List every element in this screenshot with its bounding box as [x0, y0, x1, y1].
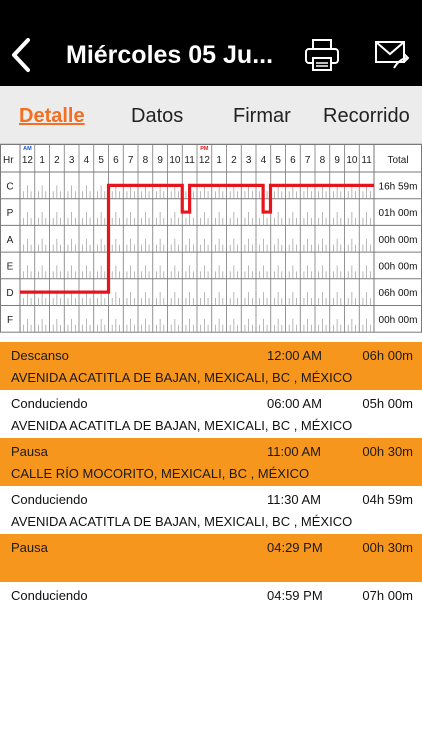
- event-row[interactable]: [0, 390, 422, 438]
- hour-tick-label: 10: [169, 155, 181, 166]
- event-row[interactable]: [0, 534, 422, 582]
- event-status: Conduciendo: [11, 588, 88, 603]
- hour-tick-label: 8: [319, 155, 326, 166]
- am-marker: AM: [23, 146, 32, 152]
- event-row[interactable]: [0, 342, 422, 390]
- row-code-label: C: [6, 181, 14, 193]
- hour-tick-label: 12: [21, 155, 33, 166]
- event-start-time: 12:00 AM: [267, 348, 322, 363]
- hour-tick-label: 4: [260, 155, 267, 166]
- printer-icon[interactable]: [304, 38, 340, 72]
- event-start-time: 04:59 PM: [267, 588, 323, 603]
- row-code-label: E: [6, 261, 14, 273]
- mail-send-icon[interactable]: [374, 38, 410, 72]
- tab-detalle[interactable]: Detalle: [19, 105, 85, 127]
- page-title: Miércoles 05 Ju...: [66, 41, 274, 69]
- event-row[interactable]: [0, 438, 422, 486]
- hour-axis-label: Hr: [3, 155, 14, 166]
- event-duration: 06h 00m: [362, 348, 413, 363]
- event-status: Pausa: [11, 540, 48, 555]
- row-code-label: A: [6, 234, 14, 246]
- hour-tick-label: 1: [39, 155, 45, 166]
- event-start-time: 11:30 AM: [267, 492, 321, 507]
- event-status: Conduciendo: [11, 492, 88, 507]
- hour-tick-label: 10: [346, 155, 358, 166]
- hour-tick-label: 3: [245, 155, 252, 166]
- row-total-value: 16h 59m: [378, 181, 418, 193]
- total-column-header: Total: [387, 155, 409, 166]
- tab-firmar[interactable]: Firmar: [233, 105, 291, 127]
- row-code-label: F: [6, 314, 14, 326]
- event-address: CALLE RÍO MOCORITO, MEXICALI, BC , MÉXICO: [11, 466, 310, 481]
- hour-tick-label: 11: [361, 155, 372, 166]
- event-row[interactable]: [0, 486, 422, 534]
- log-grid-svg: [0, 144, 422, 334]
- row-total-value: 00h 00m: [378, 314, 418, 326]
- event-status: Pausa: [11, 444, 48, 459]
- event-start-time: 06:00 AM: [267, 396, 322, 411]
- hour-tick-label: 12: [198, 155, 210, 166]
- event-duration: 07h 00m: [362, 588, 413, 603]
- tab-recorrido[interactable]: Recorrido: [323, 105, 410, 127]
- row-total-value: 00h 00m: [378, 234, 418, 246]
- event-duration: 00h 30m: [362, 540, 413, 555]
- hour-tick-label: 6: [290, 155, 296, 166]
- hours-of-service-chart: [0, 144, 422, 334]
- event-status: Descanso: [11, 348, 69, 363]
- row-total-value: 06h 00m: [378, 288, 418, 300]
- row-code-label: D: [6, 288, 14, 300]
- hour-tick-label: 9: [157, 155, 163, 166]
- hour-tick-label: 8: [142, 155, 149, 166]
- row-total-value: 01h 00m: [378, 208, 418, 220]
- hour-tick-label: 11: [184, 155, 195, 166]
- tab-datos[interactable]: Datos: [131, 105, 184, 127]
- event-address: AVENIDA ACATITLA DE BAJAN, MEXICALI, BC , MÉXICO: [11, 370, 353, 385]
- pm-marker: PM: [200, 146, 209, 152]
- hour-tick-label: 5: [98, 155, 104, 166]
- hour-tick-label: 9: [334, 155, 340, 166]
- row-total-value: 00h 00m: [378, 261, 418, 273]
- hour-tick-label: 7: [127, 155, 134, 166]
- event-address: AVENIDA ACATITLA DE BAJAN, MEXICALI, BC , MÉXICO: [11, 418, 353, 433]
- hour-tick-label: 4: [83, 155, 90, 166]
- hour-tick-label: 7: [304, 155, 311, 166]
- event-start-time: 11:00 AM: [267, 444, 321, 459]
- hour-tick-label: 2: [231, 155, 237, 166]
- chevron-left-icon[interactable]: [8, 36, 34, 74]
- hour-tick-label: 1: [216, 155, 222, 166]
- hour-tick-label: 3: [68, 155, 75, 166]
- tab-bar: [0, 86, 422, 144]
- event-list: [0, 342, 422, 630]
- top-bar: [0, 0, 422, 86]
- event-duration: 04h 59m: [362, 492, 413, 507]
- event-row[interactable]: [0, 582, 422, 630]
- event-status: Conduciendo: [11, 396, 88, 411]
- hour-tick-label: 6: [113, 155, 119, 166]
- event-start-time: 04:29 PM: [267, 540, 323, 555]
- event-duration: 05h 00m: [362, 396, 413, 411]
- hour-tick-label: 2: [54, 155, 60, 166]
- hour-tick-label: 5: [275, 155, 281, 166]
- event-duration: 00h 30m: [362, 444, 413, 459]
- event-address: AVENIDA ACATITLA DE BAJAN, MEXICALI, BC , MÉXICO: [11, 514, 353, 529]
- row-code-label: P: [6, 208, 14, 220]
